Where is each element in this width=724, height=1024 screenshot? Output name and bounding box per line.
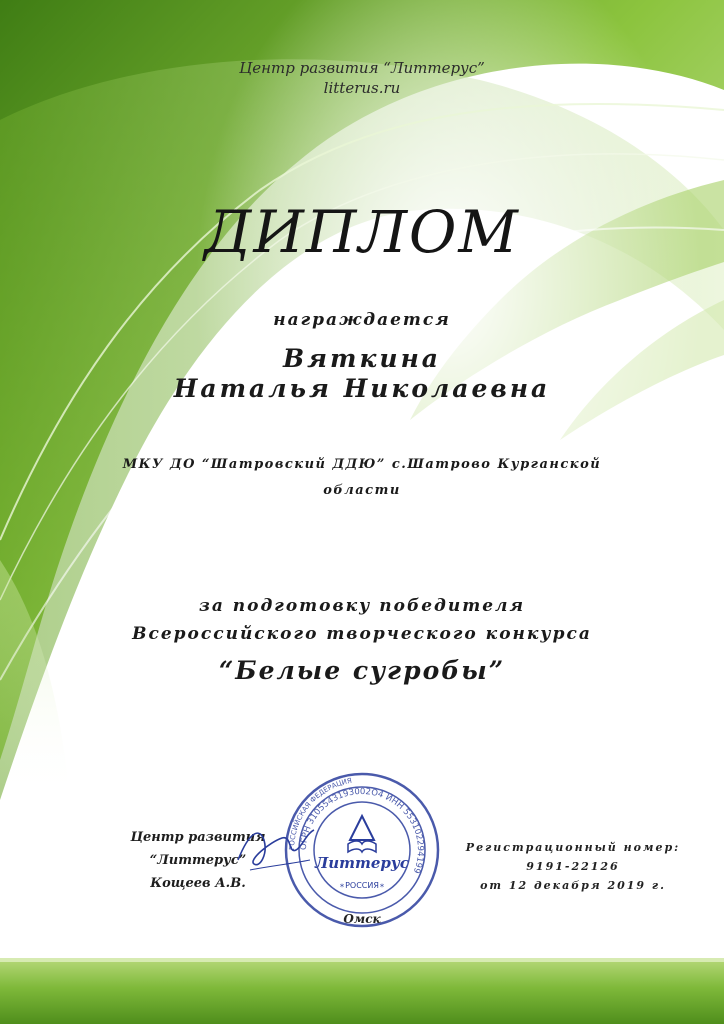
footer-divider <box>0 958 724 962</box>
star-icon: * <box>380 883 384 892</box>
city: Омск <box>343 912 381 926</box>
star-icon: * <box>340 883 344 892</box>
footer-band <box>0 958 724 1024</box>
signer-name: Кощеев А.В. <box>150 876 246 891</box>
stamp-bottom-text: РОССИЯ <box>345 881 379 890</box>
institution: МКУ ДО “Шатровский ДДЮ” с.Шатрово Курганской области <box>122 457 602 498</box>
registration-label: Регистрационный номер: <box>465 841 681 854</box>
registration-number: 9191-22126 <box>526 860 620 873</box>
registration-date: от 12 декабря 2019 г. <box>480 879 666 892</box>
signature-org-line-1: Центр развития <box>130 830 266 845</box>
reason-line-2: Всероссийского творческого конкурса <box>132 624 592 644</box>
official-stamp <box>282 770 442 930</box>
signature-org-line-2: “Литтерус” <box>149 853 247 868</box>
award-reason <box>0 592 724 648</box>
stamp-ring-text: ОГРН 3105543193002О4 ИНН 553102294199 <box>298 786 426 875</box>
registration-block <box>448 838 698 895</box>
organization-header <box>0 58 724 98</box>
awarded-text: награждается <box>273 310 451 330</box>
recipient-surname: Вяткина <box>283 344 441 373</box>
recipient-name <box>0 344 724 404</box>
organization-website: litterus.ru <box>323 79 401 97</box>
contest-name: “Белые сугробы” <box>218 656 506 685</box>
organization-name: Центр развития “Литтерус” <box>239 59 485 77</box>
diploma-title: ДИПЛОМ <box>204 198 520 266</box>
stamp-center-text: Литтерус <box>314 854 410 872</box>
reason-line-1: за подготовку победителя <box>198 596 526 616</box>
stamp-outer-text: РОССИЙСКАЯ ФЕДЕРАЦИЯ <box>287 776 353 851</box>
recipient-given-names: Наталья Николаевна <box>173 374 551 403</box>
